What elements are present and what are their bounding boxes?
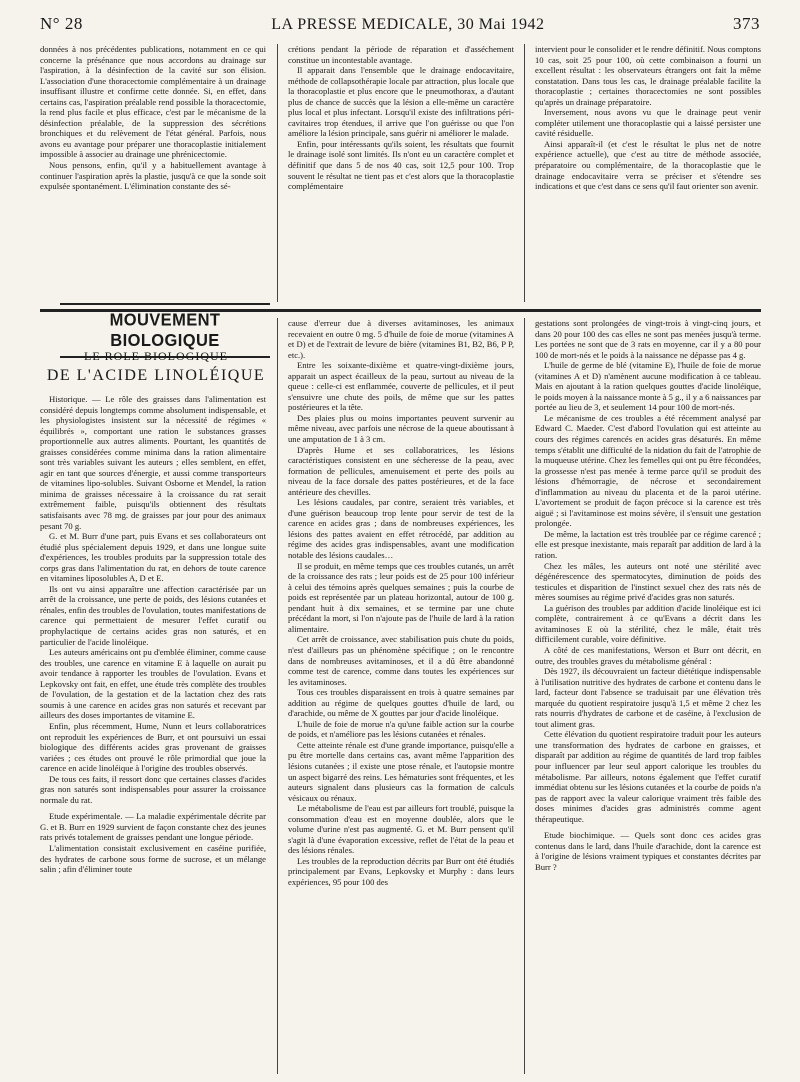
- paragraph: Le mécanisme de ces troubles a été récemment analysé par Edward C. Maeder. C'est d'abord l'ovulation qui est atteinte au cours des régimes carencés en acides gras désaturés. En même temps s'établit une difficulté de la nidation du fait de l'atrophie de la muqueuse utérine. Chez les femelles qui ont pu être fécondées, la grossesse n'est pas menée à terme parce qu'il se produit des lésions d'hémorragie, de nécrose et secondairement d'inflammation au niveau du placenta et de la paroi utérine. L'avortement se produit de façon précoce si la carence est très aiguë ; si l'avitaminose est moins sévère, il s'ensuit une gestation prolongée.: [535, 412, 761, 529]
- paragraph: Il apparait dans l'ensemble que le drainage endocavitaire, méthode de collapsothérapie locale par attraction, plus locale que la thoracoplastie et plus encore que le pneumothorax, a d'autant plus de chance de succès que la lésion a elle-même un caractère plus local et plus infectant. Lorsqu'il existe des infiltrations péri-cavitaires trop étendues, il arrive que l'on guérisse ou que l'on améliore la lésion principale, sans guérir ni améliorer le malade.: [288, 65, 514, 139]
- paragraph: G. et M. Burr d'une part, puis Evans et ses collaborateurs ont étudié plus spécialement depuis 1929, et dans une longue suite d'expériences, les troubles produits par la suppression totale des corps gras dans l'alimentation du rat, en dehors de toute carence en vitamines liposolubles A, D et E.: [40, 531, 266, 584]
- paragraph: L'huile de germe de blé (vitamine E), l'huile de foie de morue (vitamines A et D) n'amènent aucune modification à ce tableau. Mais en ajoutant à la ration quelques gouttes d'acide linoléique, le poids moyen à la naissance monte à 5 g., il y a 6 naissances par portée au lieu de 3, et seulement 14 pour 100 de mort-nés.: [535, 360, 761, 413]
- paragraph: Enfin, pour intéressants qu'ils soient, les résultats que fournit le drainage isolé sont limités. Ils n'ont eu un caractère complet et définitif que dans 5 de nos 40 cas, soit 12,5 pour 100. Trop souvent le résultat ne tient pas et c'est alors que la thoracoplastie complémentaire: [288, 138, 514, 192]
- paragraph: crétions pendant la période de réparation et d'asséchement constitue un incontestable avantage.: [288, 44, 514, 65]
- paragraph: Dès 1927, ils découvraient un facteur diététique indispensable à l'utilisation nutritive des hydrates de carbone et contenu dans le lard, facteur dont l'absence se traduisait par une élévation très marquée du quotient respiratoire jusqu'à 1,5 et même 2 chez les rats nourris d'hydrates de carbone et de caséine, à l'exclusion de tout aliment gras.: [535, 666, 761, 729]
- paragraph: Les lésions caudales, par contre, seraient très variables, et d'une guérison beaucoup trop lente pour servir de test de la carence en acides gras ; dans de nombreuses expériences, les lésions des pattes avaient en effet rétrocédé, par addition au régime des acides gras indispensables, avant une modification notable des lésions caudales…: [288, 497, 514, 561]
- paragraph: Le métabolisme de l'eau est par ailleurs fort troublé, puisque la consommation d'eau est en moyenne doublée, alors que le volume d'urine n'est pas augmenté. G. et M. Burr pensent qu'il s'agit là d'une évaporation excessive, reflet de l'état de la peau et des lésions rénales.: [288, 803, 514, 856]
- paragraph: Etude biochimique. — Quels sont donc ces acides gras contenus dans le lard, dans l'huile d'arachide, dont la carence est à l'origine de lésions vraiment typiques et constantes décrites par Burr ?: [535, 830, 761, 872]
- paragraph: Cette élévation du quotient respiratoire traduit pour les auteurs une transformation des hydrates de carbone en graisses, et disparaît par addition au régime de quantités de lard trop faibles pour influencer par leur seul apport calorique les troubles du métabolisme. Par ailleurs, notons également que l'effet curatif immédiat obtenu sur les lésions cutanées et la courbe de poids n'a pas de rapport avec la valeur calorique vraiment très faible des doses minimes d'acides gras administrés comme agent thérapeutique.: [535, 729, 761, 824]
- paragraph: L'alimentation consistait exclusivement en caséine purifiée, des hydrates de carbone sous forme de sucrose, et un mélange salin ; afin d'éliminer toute: [40, 842, 266, 875]
- paragraph: Cette atteinte rénale est d'une grande importance, puisqu'elle a pu être mortelle dans certains cas, avant même l'apparition des lésions cutanées ; il existe une ptose rénale, et l'autopsie montre un aspect bigarré des reins. Les hématuries sont fréquentes, et les auteurs signalent dans plusieurs cas la formation de calculs vésicaux ou rénaux.: [288, 739, 514, 803]
- column-rule: [277, 44, 278, 302]
- article-column-2: [288, 318, 514, 1074]
- paragraph: Cet arrêt de croissance, avec stabilisation puis chute du poids, n'est d'ailleurs pas un phénomène spécifique ; on le rencontre dans de nombreuses avitaminoses, et il a dû être abandonné comme test de carence, comme dans toutes les expériences sur les avitaminoses.: [288, 634, 514, 687]
- paragraph: Il se produit, en même temps que ces troubles cutanés, un arrêt de la croissance des rats ; leur poids est de 25 pour 100 inférieur à celui des témoins après quelques semaines ; puis la courbe de poids est représentée par un plateau horizontal, autour de 100 g. pendant huit à dix semaines, et se termine par une chute précédant la mort, si l'on n'ajoute pas de l'huile de lard à la ration alimentaire.: [288, 560, 514, 634]
- column-rule: [277, 318, 278, 1074]
- paragraph: Chez les mâles, les auteurs ont noté une stérilité avec dégénérescence des spermatocytes, diminution de poids des testicules et disparition de l'instinct sexuel chez des rats nés de mères soumises au régime privé d'acides gras non saturés.: [535, 560, 761, 603]
- paragraph: Enfin, plus récemment, Hume, Nunn et leurs collaboratrices ont reproduit les expériences de Burr, et ont poursuivi un essai biologique des différents acides gras provenant de graisses variées ; ces études ont prouvé le rôle primordial que joue la carence en acide linoléique à l'origine des troubles observés.: [40, 720, 266, 774]
- paragraph: intervient pour le consolider et le rendre définitif. Nous comptons 10 cas, soit 25 pour 100, où cette combinaison a fourni un excellent résultat : les observateurs étrangers ont fait la même constatation. Dans tous les cas, le drainage préalable facilite la thoracoplastie ; certaines thoracectomies ne sont possibles qu'après un drainage préparatoire.: [535, 44, 761, 107]
- article-column-1: [40, 394, 266, 1074]
- paragraph: Nous pensons, enfin, qu'il y a habituellement avantage à continuer l'aspiration après la plastie, jusqu'à ce que la sonde soit expulsée spontanément. L'élimination constante des sé-: [40, 160, 266, 192]
- paragraph: Tous ces troubles disparaissent en trois à quatre semaines par addition au régime de quelques gouttes d'huile de lard, ou d'arachide, ou même de X gouttes par jour d'acide linoléique.: [288, 687, 514, 719]
- paragraph: Les auteurs américains ont pu d'emblée éliminer, comme cause des troubles, une carence en vitamine E à laquelle on aurait pu avoir tendance à rapporter les troubles de l'ovulation. Evans et Lepkovsky ont fait, en effet, une étude très complète des troubles de l'ovulation, de la gestation et de la lactation chez des rats soumis à une carence en acides gras non saturés et recevant par ailleurs des doses importantes de vitamine E.: [40, 647, 266, 721]
- paragraph: Des plaies plus ou moins importantes peuvent survenir au même niveau, avec parfois une nécrose de la queue aboutissant à une amputation de 1 à 3 cm.: [288, 412, 514, 445]
- column-rule: [524, 318, 525, 1074]
- paragraph: L'huile de foie de morue n'a qu'une faible action sur la courbe de poids, et n'améliore pas les lésions cutanées et rénales.: [288, 718, 514, 740]
- top-column-2: [288, 44, 514, 302]
- paragraph: Ils ont vu ainsi apparaître une affection caractérisée par un arrêt de la croissance, une perte de poids, des lésions cutanées et rénales, enfin des troubles de l'ovulation, toutes manifestations de carence qui permettaient de mesurer l'effet curatif ou prophylactique de certains acides gras non saturés, et en particulier de l'acide linoléique.: [40, 583, 266, 647]
- paragraph: De tous ces faits, il ressort donc que certaines classes d'acides gras non saturés sont indispensables pour assurer la croissance normale du rat.: [40, 773, 266, 805]
- paragraph: La guérison des troubles par addition d'acide linoléique est ici complète, contrairement à ce qu'Evans a décrit dans les avitaminoses E où la stérilité, chez le mâle, était très difficilement curable, voire définitive.: [535, 602, 761, 645]
- paragraph: Les troubles de la reproduction décrits par Burr ont été étudiés principalement par Evans, Lepkovsky et Murphy : dans leurs expériences, 95 pour 100 des: [288, 855, 514, 887]
- column-rule: [524, 44, 525, 302]
- issue-number: N° 28: [40, 14, 83, 33]
- top-column-3: [535, 44, 761, 302]
- paragraph: Ainsi apparaît-il (et c'est le résultat le plus net de notre expérience actuelle), que c'est au titre de méthode associée, préparatoire ou complémentaire, de la thoracoplastie que le drainage endocavitaire verra se préciser et s'étendre ses indications et que c'est dans ce sens qu'il faut orienter son avenir.: [535, 138, 761, 192]
- paragraph: cause d'erreur due à diverses avitaminoses, les animaux recevaient en outre 0 mg. 5 d'huile de foie de morue (vitamines A et D) et de l'extrait de levure de bière (vitamines B1, B2, B6, P P, etc.).: [288, 318, 514, 360]
- article-column-3: [535, 318, 761, 1074]
- paragraph: A côté de ces manifestations, Werson et Burr ont décrit, en outre, des troubles graves du métabolisme général :: [535, 644, 761, 666]
- paragraph: D'après Hume et ses collaboratrices, les lésions caractéristiques consistent en une sécheresse de la peau, avec formation de pellicules, amenuisement et perte des poils au niveau de la face dorsale des pattes postérieures, et de la face antérieure des chevilles.: [288, 444, 514, 497]
- article-title: DE L'ACIDE LINOLÉIQUE: [46, 367, 266, 384]
- paragraph: Entre les soixante-dixième et quatre-vingt-dixième jours, apparait un aspect écailleux de la peau, surtout au niveau de la queue : celle-ci est enflammée, couverte de pellicules, et il peut s'ensuivre une chute des poils, de même que sur les pattes postérieures et la tête.: [288, 360, 514, 413]
- paragraph: données à nos précédentes publications, notamment en ce qui concerne la présénance que nous accordons au drainage sur l'aspiration, à la désinfection de la cavité sur son élision. L'association d'une thoracectomie complémentaire à un drainage insuffisant illustre et confirme cette donnée. Si, en effet, dans certains cas, l'aspiration préalable rend possible la thoracectomie, la rend plus facile et plus efficace, c'est par le mécanisme de la désinfection préalable, de la suppression des sécrétions bronchiques et du relèvement de l'état général. Parfois, nous avons eu avantage pour préparer une thoracoplastie initialement impossible à associer au drainage une phrénicectomie.: [40, 44, 266, 160]
- page-header: [40, 14, 760, 36]
- paragraph: Historique. — Le rôle des graisses dans l'alimentation est considéré depuis longtemps comme absolument indispensable, et les physiologistes insistent sur la nécessité de régimes « équilibrés », comportant une ration le substances grasses proportionnelle aux autres aliments. Pourtant, les quantités de graisses considérées comme minima dans la ration alimentaire sont très variables suivant les auteurs ; elles semblent, en effet, agir en tant que sources d'énergie, et aussi comme transporteurs de vitamines lipo-solubles. Suivant Osborne et Mendel, la ration minima de graisses nécessaire à la croissance du rat serait extrêmement faible, puisqu'ils obtiennent des résultats satisfaisants avec 78 mg. de graisses par jour pour des animaux pesant 70 g.: [40, 394, 266, 531]
- paragraph: Etude expérimentale. — La maladie expérimentale décrite par G. et B. Burr en 1929 survient de façon constante chez des jeunes rats privés totalement de graisses pendant une longue période.: [40, 811, 266, 843]
- top-column-1: [40, 44, 266, 302]
- paragraph: De même, la lactation est très troublée par ce régime carencé ; elle est presque inexistante, mais reparaît par addition de lard à la ration.: [535, 528, 761, 561]
- page-number: 373: [733, 14, 760, 33]
- paragraph: Inversement, nous avons vu que le drainage peut venir compléter utilement une thoracoplastie qui a laissé persister une cavité résiduelle.: [535, 107, 761, 139]
- journal-title: LA PRESSE MEDICALE, 30 Mai 1942: [271, 16, 545, 33]
- paragraph: gestations sont prolongées de vingt-trois à vingt-cinq jours, et dans 20 pour 100 des cas elles ne sont pas menées jusqu'à terme. Les portées ne sont que de 3 rats en moyenne, car il y a 80 pour 100 de mort-nés et le poids à la naissance ne dépasse pas 4 g.: [535, 318, 761, 360]
- article-subtitle: LE ROLE BIOLOGIQUE: [84, 349, 228, 363]
- section-heading: MOUVEMENT BIOLOGIQUE: [109, 310, 221, 351]
